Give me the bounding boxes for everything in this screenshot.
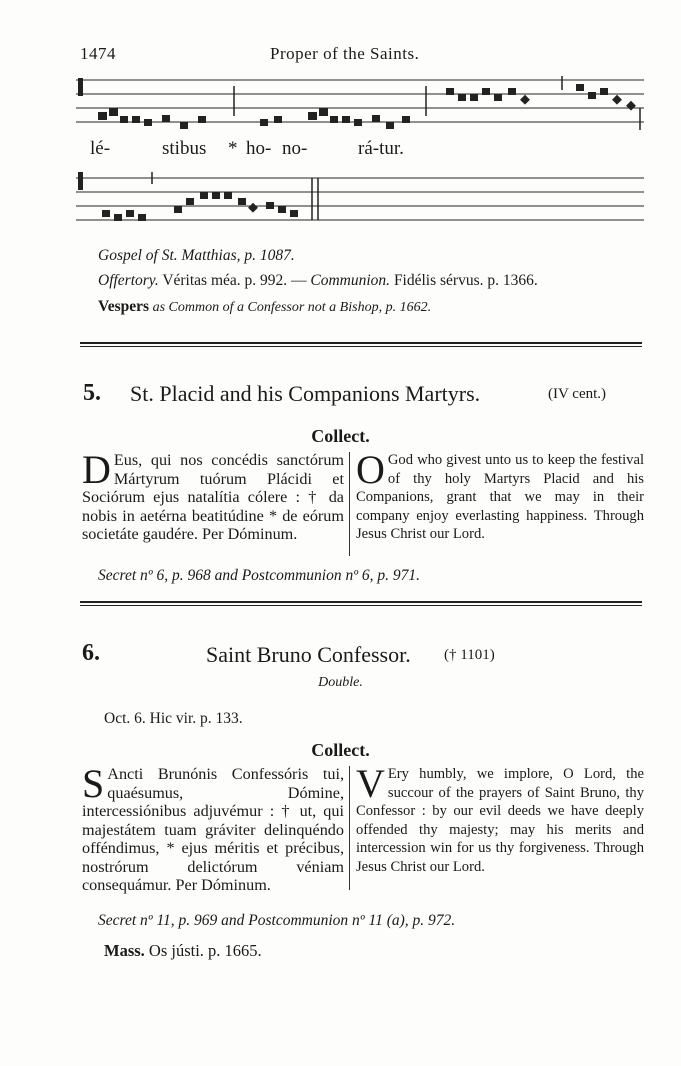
- collect-english: [356, 761, 644, 876]
- offertory-communion-line: [98, 272, 538, 290]
- chant-syllable: lé-: [90, 138, 111, 159]
- feast-date-note: († 1101): [444, 647, 495, 663]
- chant-staff-2: [76, 170, 644, 224]
- section-divider-thin: [80, 346, 642, 347]
- section-divider-thin: [80, 605, 642, 606]
- feast-title: Saint Bruno Confessor.: [206, 642, 411, 667]
- drop-cap: V: [356, 761, 385, 806]
- feast-rank: Double.: [318, 675, 363, 690]
- collect-english-text: Ery humbly, we implore, O Lord, the succour of the prayers of Saint Bruno, thy Confessor : by our evil deeds we have deeply offended thy majesty; may his merits and intercession win for us thy forgiveness. Through Jesus Christ our Lord.: [356, 766, 644, 875]
- offertory-text: Véritas méa. p. 992. —: [158, 272, 311, 289]
- chant-staff-1: [76, 72, 644, 134]
- feast-date-note: (IV cent.): [548, 386, 607, 402]
- collect-english-text: God who givest unto us to keep the festival of thy holy Martyrs Placid and his Companions, grant that we may in their company enjoy everlasting happiness. Through Jesus Christ our Lord.: [356, 452, 644, 542]
- chant-syllable: no-: [282, 138, 308, 159]
- communion-text: Fidélis sérvus. p. 1366.: [390, 272, 538, 289]
- collect-latin: [82, 761, 344, 895]
- feast-title: St. Placid and his Companions Martyrs.: [130, 381, 481, 406]
- chant-asterisk: *: [228, 138, 238, 159]
- collect-latin: [82, 447, 344, 544]
- collect-heading: Collect.: [311, 426, 370, 446]
- section-divider: [80, 342, 642, 344]
- communion-label: Communion.: [310, 272, 391, 289]
- page-number: 1474: [80, 44, 116, 63]
- collect-latin-text: Ancti Brunónis Confessóris tui, quaésumus, Dómine, intercessiónibus adjuvémur : † ut, qui majestátem tuam gráviter delinquéndo offéndimus, * ejus méritis et précibus, nostrórum delictórum véniam consequámur. Per Dóminum.: [82, 765, 344, 894]
- running-title: Proper of the Saints.: [270, 44, 420, 63]
- section-divider: [80, 601, 642, 603]
- feast-number: 5.: [83, 380, 101, 406]
- column-divider: [349, 452, 350, 556]
- drop-cap: S: [82, 761, 105, 806]
- column-divider: [349, 766, 350, 890]
- drop-cap: D: [82, 447, 111, 492]
- secret-postcommunion: Secret nº 6, p. 968 and Postcommunion nº 6, p. 971.: [98, 567, 421, 584]
- mass-label: Mass.: [104, 941, 145, 960]
- introit-reference: Oct. 6. Hic vir. p. 133.: [104, 710, 243, 727]
- chant-syllable: ho-: [246, 138, 272, 159]
- secret-postcommunion: Secret nº 11, p. 969 and Postcommunion nº 11 (a), p. 972.: [98, 912, 456, 929]
- offertory-label: Offertory.: [98, 272, 159, 289]
- collect-latin-text: Eus, qui nos concédis sanctórum Mártyrum tuórum Plácidi et Sociórum ejus natalítia cólere : † da nobis in aetérna beatitúdine * de eórum societáte gaudére. Per Dóminum.: [82, 451, 344, 543]
- collect-english: [356, 447, 644, 544]
- chant-syllable: rá-tur.: [358, 138, 404, 159]
- mass-text: Os jústi. p. 1665.: [144, 941, 262, 960]
- vespers-text: as Common of a Confessor not a Bishop, p. 1662.: [149, 300, 432, 315]
- gospel-reference: Gospel of St. Matthias, p. 1087.: [98, 247, 295, 264]
- mass-line: [104, 941, 262, 961]
- drop-cap: O: [356, 447, 385, 492]
- vespers-line: [98, 298, 431, 316]
- chant-syllable: stibus: [162, 138, 207, 159]
- collect-heading: Collect.: [311, 740, 370, 760]
- vespers-label: Vespers: [98, 298, 150, 315]
- feast-number: 6.: [82, 640, 100, 666]
